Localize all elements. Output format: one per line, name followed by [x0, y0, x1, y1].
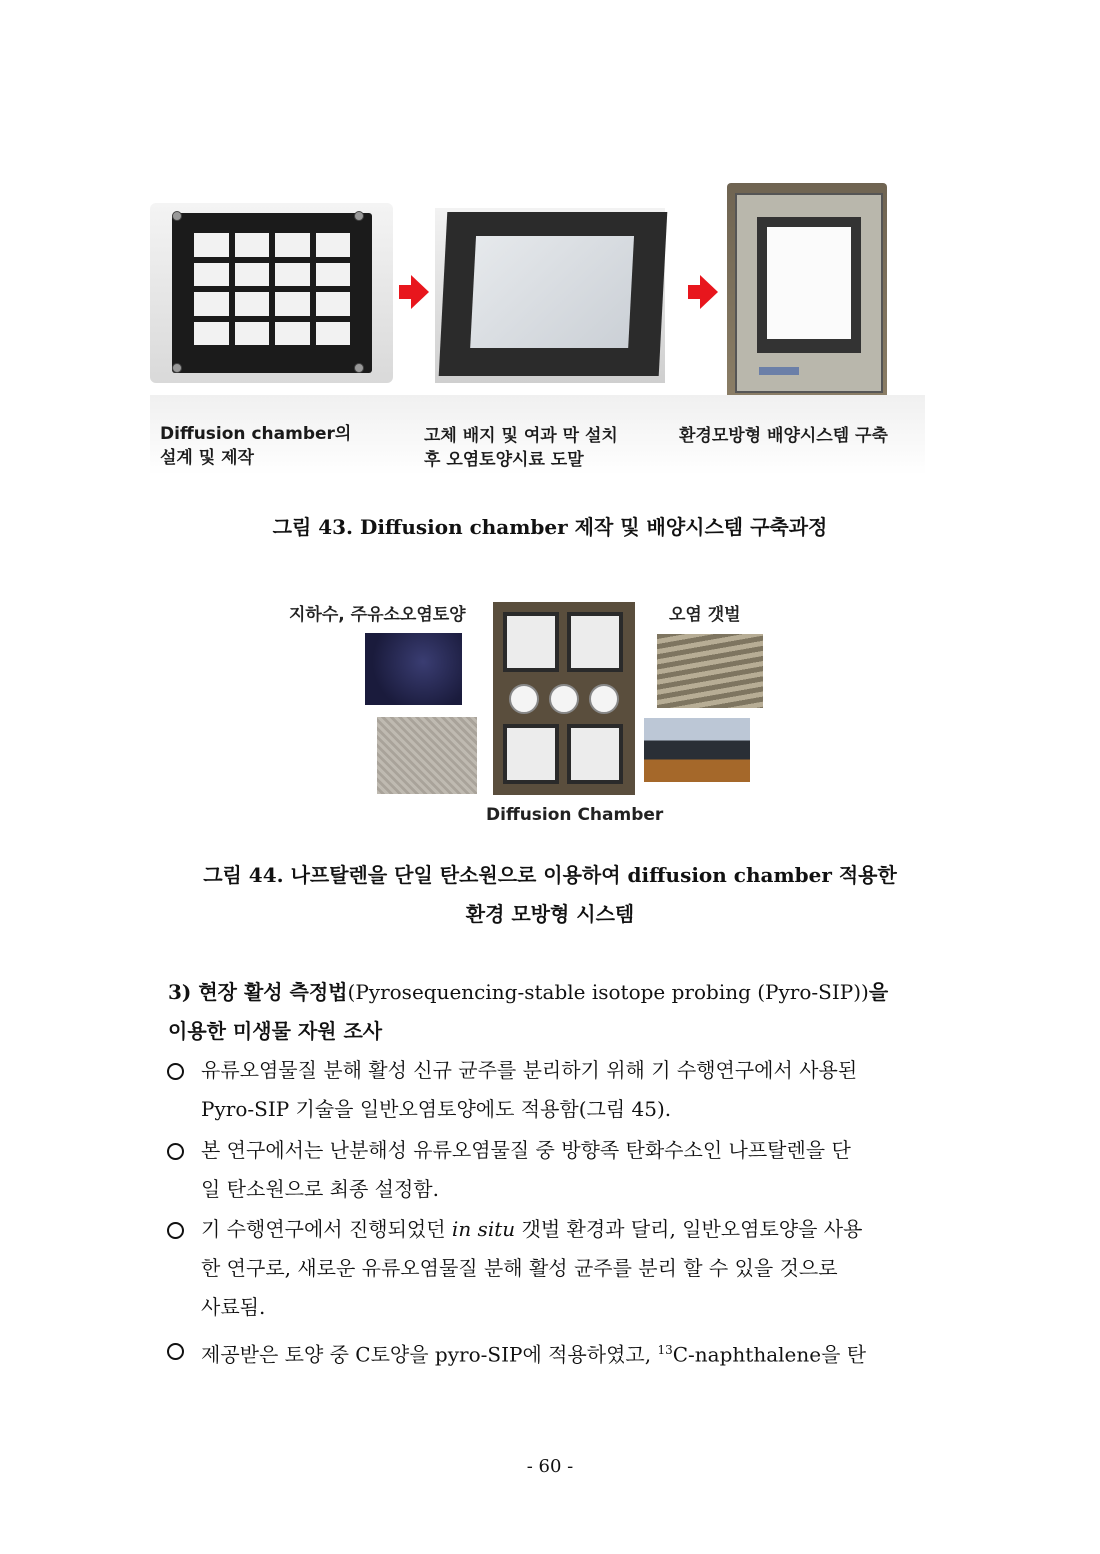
figure44-caption-line1: 그림 44. 나프탈렌을 단일 탄소원으로 이용하여 diffusion chamber 적용한 — [203, 863, 897, 887]
right-arrow-icon — [700, 275, 718, 309]
figure43-caption: 그림 43. Diffusion chamber 제작 및 배양시스템 구축과정 — [272, 515, 828, 539]
bullet1-line2: Pyro-SIP 기술을 일반오염토양에도 적용함(그림 45). — [201, 1097, 672, 1121]
bullet2-line1: 본 연구에서는 난분해성 유류오염물질 중 방향족 탄화수소인 나프탈렌을 단 — [201, 1138, 851, 1162]
figure43-label-2-line1: 고체 배지 및 여과 막 설치 — [424, 426, 618, 446]
bullet3-text-a: 기 수행연구에서 진행되었던 — [201, 1217, 452, 1241]
page-number: - 60 - — [526, 1456, 574, 1477]
figure44-label-bottom: Diffusion Chamber — [486, 805, 664, 825]
bullet3-line2: 한 연구로, 새로운 유류오염물질 분해 활성 균주를 분리 할 수 있을 것으로 — [201, 1256, 838, 1280]
tidal-flat-photo — [657, 634, 763, 708]
figure43-label-3: 환경모방형 배양시스템 구축 — [679, 426, 888, 446]
bullet1-line1: 유류오염물질 분해 활성 신규 균주를 분리하기 위해 기 수행연구에서 사용된 — [201, 1058, 858, 1082]
section-heading-method: (Pyrosequencing-stable isotope probing (Pyro-SIP)) — [347, 980, 869, 1004]
diffusion-chamber-photo — [493, 602, 635, 795]
bullet-circle-icon — [167, 1143, 184, 1160]
solid-medium-membrane-photo — [435, 208, 665, 383]
bullet4-line1 — [201, 1336, 866, 1369]
culture-system-photo — [727, 183, 887, 401]
figure43-label-1-line2: 설계 및 제작 — [160, 448, 254, 468]
section-heading-bold: 3) 현장 활성 측정법 — [168, 980, 348, 1004]
gas-station-soil-photo — [377, 717, 477, 794]
figure43-label-2-line2: 후 오염토양시료 도말 — [424, 450, 584, 470]
bullet-circle-icon — [167, 1063, 184, 1080]
section-heading — [168, 978, 888, 1006]
bullet-circle-icon — [167, 1222, 184, 1239]
groundwater-photo — [365, 633, 462, 705]
contaminated-coast-photo — [644, 718, 750, 782]
bullet-circle-icon — [167, 1343, 184, 1360]
bullet2-line2: 일 탄소원으로 최종 설정함. — [201, 1177, 439, 1201]
bullet3-text-b: 갯벌 환경과 달리, 일반오염토양을 사용 — [515, 1217, 863, 1241]
section-heading-suffix: 을 — [868, 980, 889, 1004]
bullet3-in-situ: in situ — [451, 1217, 516, 1241]
diffusion-chamber-design-photo — [150, 203, 393, 383]
figure44-label-left: 지하수, 주유소오염토양 — [289, 605, 466, 625]
figure44-caption-line2: 환경 모방형 시스템 — [465, 902, 635, 926]
figure43-label-1-line1: Diffusion chamber의 — [160, 424, 352, 444]
section-heading-line2: 이용한 미생물 자원 조사 — [168, 1019, 383, 1043]
bullet4-text-b: C-naphthalene을 탄 — [672, 1342, 867, 1367]
right-arrow-icon — [411, 275, 429, 309]
figure44-label-right: 오염 갯벌 — [669, 605, 741, 625]
bullet4-superscript: 13 — [657, 1343, 673, 1357]
bullet4-text-a: 제공받은 토양 중 C토양을 pyro-SIP에 적용하였고, — [201, 1342, 658, 1367]
bullet3-line1 — [201, 1215, 862, 1243]
bullet3-line3: 사료됨. — [201, 1295, 266, 1319]
